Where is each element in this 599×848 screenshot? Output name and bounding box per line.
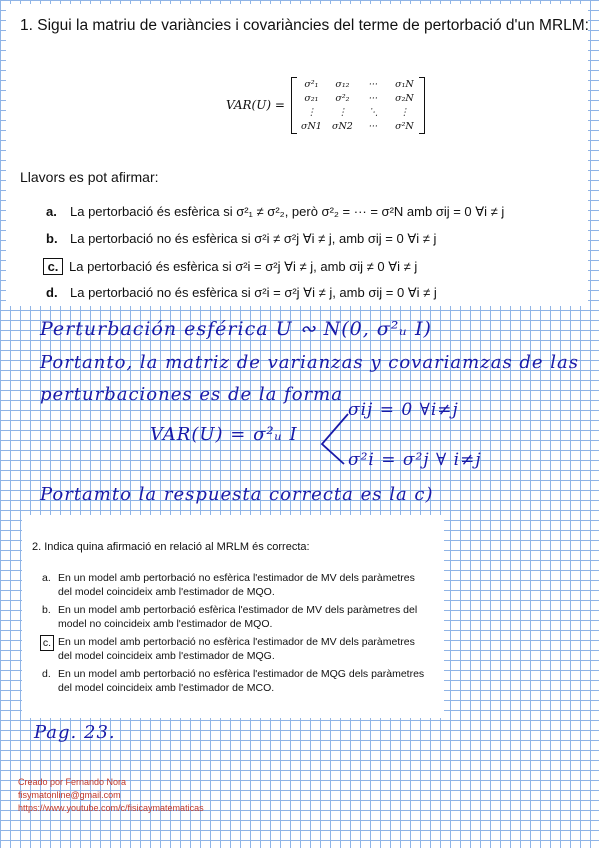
- matrix-cell: σ²₂: [335, 92, 350, 104]
- credits-youtube-link[interactable]: https://www.youtube.com/c/fisicaymatematicas: [18, 803, 204, 813]
- handwritten-brace: [318, 408, 352, 468]
- option-letter: a.: [42, 572, 51, 584]
- option-letter-boxed: c.: [40, 635, 54, 651]
- matrix-cell: ⋮: [399, 106, 410, 118]
- option-c-selected[interactable]: [46, 258, 504, 285]
- matrix-cell: ···: [368, 92, 378, 104]
- question-1-title: 1. Sigui la matriu de variàncies i covariàncies del terme de pertorbació d'un MRLM:: [20, 17, 589, 34]
- question-1-options: [46, 204, 504, 312]
- option-letter: d.: [42, 668, 51, 680]
- question-1-lead: Llavors es pot afirmar:: [20, 169, 159, 185]
- matrix-cell: σ₂N: [395, 92, 414, 104]
- option-text: La pertorbació no és esfèrica si σ²i ≠ σ²j ∀i ≠ j, amb σij = 0 ∀i ≠ j: [70, 231, 437, 246]
- variance-matrix-equation: [226, 70, 425, 140]
- matrix-lhs: VAR(U) =: [226, 98, 285, 112]
- option-letter: d.: [46, 285, 58, 300]
- option-text: La pertorbació és esfèrica si σ²₁ ≠ σ²₂, però σ²₂ = ··· = σ²N amb σij = 0 ∀i ≠ j: [70, 204, 505, 219]
- handwritten-line-2: Portanto, la matriz de varianzas y covariamzas de las: [40, 352, 580, 373]
- matrix-cell: σN2: [331, 120, 353, 132]
- matrix-cell: ⋮: [306, 106, 317, 118]
- option-text: En un model amb pertorbació no esfèrica l'estimador de MQG dels paràmetres del model coincideix amb l'estimador de MCO.: [58, 668, 425, 694]
- matrix-cell: ···: [368, 78, 378, 90]
- option-d[interactable]: [42, 667, 426, 695]
- option-b[interactable]: [46, 231, 504, 258]
- matrix-cell: σ₁₂: [335, 78, 350, 90]
- option-a[interactable]: [46, 204, 504, 231]
- option-a[interactable]: [42, 571, 426, 599]
- matrix-cell: ···: [368, 120, 378, 132]
- option-d[interactable]: [46, 285, 504, 312]
- credits-author: Creado por Fernando Nora: [18, 777, 127, 787]
- option-letter: b.: [42, 604, 51, 616]
- variance-matrix: [291, 79, 425, 132]
- matrix-cell: σ₂₁: [304, 92, 319, 104]
- handwritten-line-1: Perturbación esférica U ∾ N(0, σ²ᵤ I): [40, 318, 432, 340]
- option-c-selected[interactable]: [42, 635, 426, 663]
- option-letter-boxed: c.: [43, 258, 63, 275]
- handwritten-equation: VAR(U) = σ²ᵤ I: [150, 424, 298, 445]
- handwritten-condition-2: σ²i = σ²j ∀ i≠j: [348, 450, 482, 470]
- handwritten-page-reference: Pag. 23.: [34, 722, 116, 743]
- question-1-card: [6, 4, 588, 306]
- brace-stroke: [322, 414, 348, 464]
- matrix-cell: ⋱: [368, 106, 379, 118]
- option-text: En un model amb pertorbació esfèrica l'estimador de MV dels paràmetres del model no coincideix amb l'estimador de MQO.: [58, 604, 418, 630]
- matrix-cell: σ₁N: [395, 78, 414, 90]
- option-text: La pertorbació no és esfèrica si σ²i = σ²j ∀i ≠ j, amb σij = 0 ∀i ≠ j: [70, 285, 437, 300]
- option-letter: a.: [46, 204, 57, 219]
- option-text: En un model amb pertorbació no esfèrica l'estimador de MV dels paràmetres del model coincideix amb l'estimador de MQG.: [58, 636, 415, 662]
- matrix-cell: ⋮: [337, 106, 348, 118]
- question-2-card: [22, 515, 444, 718]
- option-text: En un model amb pertorbació no esfèrica l'estimador de MV dels paràmetres del model coincideix amb l'estimador de MQO.: [58, 572, 415, 598]
- question-2-title: 2. Indica quina afirmació en relació al MRLM és correcta:: [32, 541, 310, 553]
- option-b[interactable]: [42, 603, 426, 631]
- matrix-cell: σ²₁: [304, 78, 319, 90]
- credits: [18, 776, 204, 815]
- handwritten-line-4: Portamto la respuesta correcta es la c): [40, 484, 434, 505]
- handwritten-line-3: perturbaciones es de la forma: [40, 384, 343, 405]
- credits-email[interactable]: fisymatonline@gmail.com: [18, 790, 121, 800]
- option-text: La pertorbació és esfèrica si σ²i = σ²j ∀i ≠ j, amb σij ≠ 0 ∀i ≠ j: [69, 259, 418, 274]
- option-letter: b.: [46, 231, 58, 246]
- handwritten-condition-1: σij = 0 ∀i≠j: [348, 400, 459, 420]
- question-2-options: [42, 571, 426, 699]
- matrix-cell: σ²N: [395, 120, 414, 132]
- matrix-cell: σN1: [300, 120, 322, 132]
